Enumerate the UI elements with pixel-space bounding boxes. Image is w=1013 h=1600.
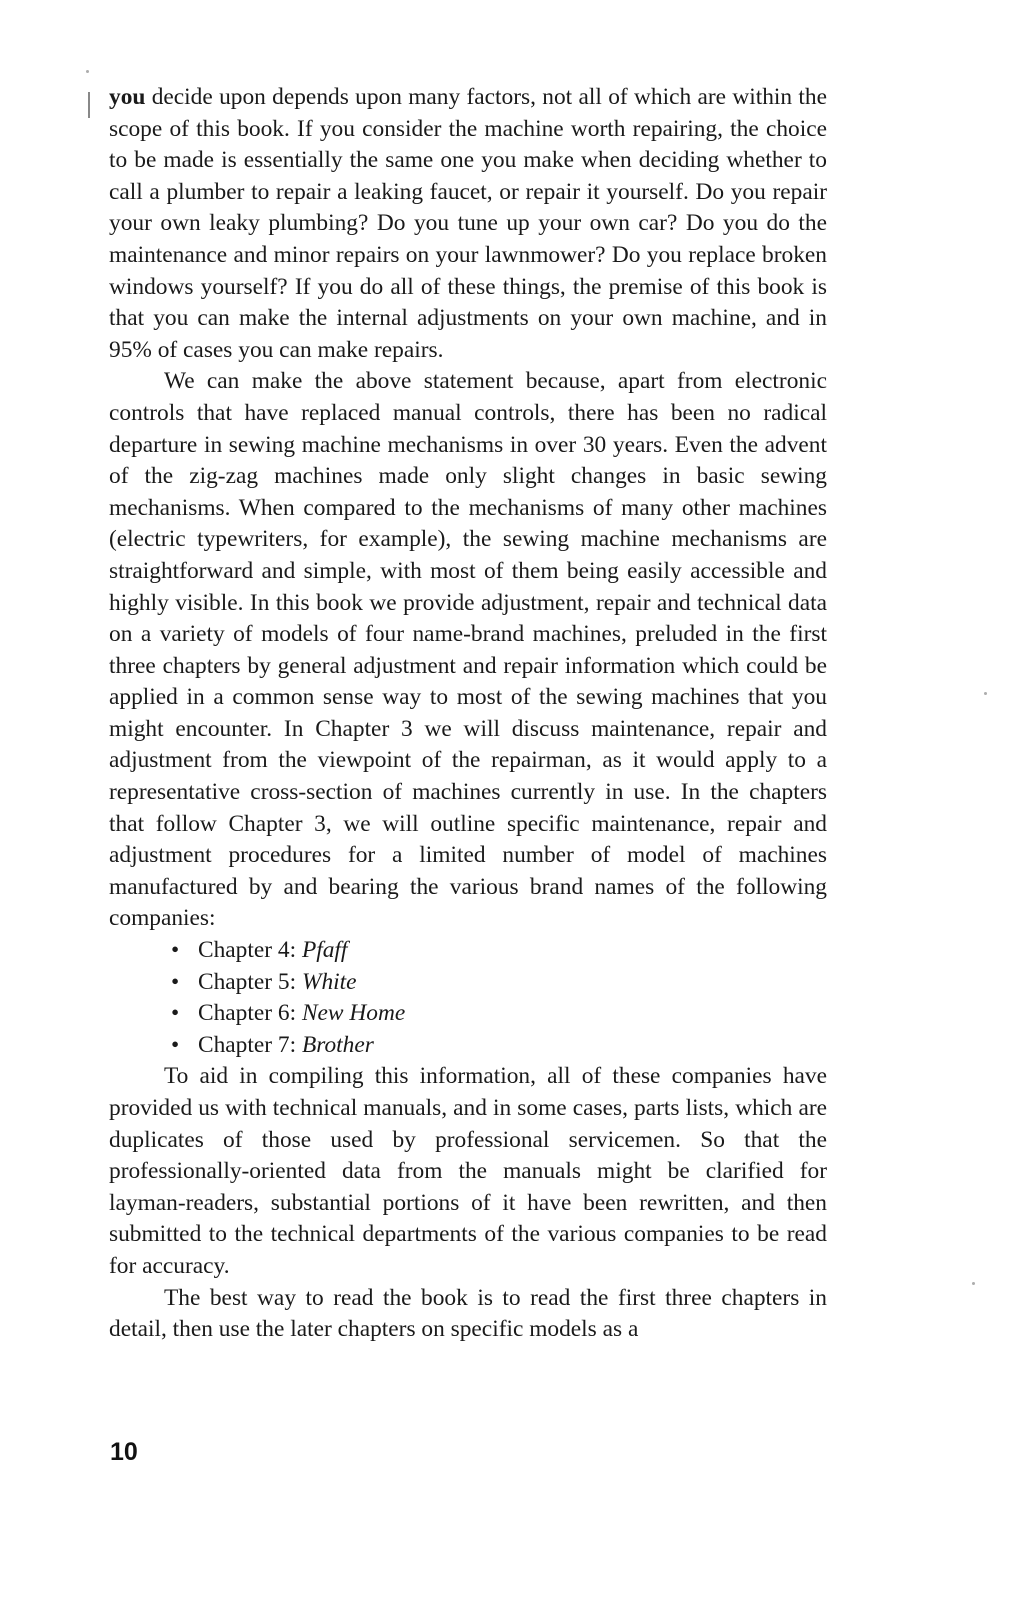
chapter-list-item: [171, 998, 827, 1030]
body-text: [109, 82, 827, 1346]
chapter-label: Chapter 6:: [198, 1000, 297, 1027]
scan-speck: [86, 70, 89, 73]
paragraph-1: [109, 82, 827, 366]
paragraph-2: We can make the above statement because, apart from electronic controls that have replaced manual controls, there has been no radical departure in sewing machine mechanisms in over 30 years. Even the advent of the zig-zag machines made only slight changes in basic sewing mechanisms. When compared to the mechanisms of many other machines (electric typewriters, for example), the sewing machine mechanisms are straightforward and simple, with most of them being easily accessible and highly visible. In this book we provide adjustment, repair and technical data on a variety of models of four name-brand machines, preluded in the first three chapters by general adjustment and repair information which could be applied in a common sense way to most of the sewing machines that you might encounter. In Chapter 3 we will discuss maintenance, repair and adjustment from the viewpoint of the repairman, as it would apply to a representative cross-section of machines currently in use. In the chapters that follow Chapter 3, we will outline specific maintenance, repair and adjustment procedures for a limited number of model of machines manufactured by and bearing the various brand names of the following companies:: [109, 368, 827, 932]
chapter-list-item: [171, 1030, 827, 1062]
paragraph-3: To aid in compiling this information, all of these companies have provided us with technical manuals, and in some cases, parts lists, which are duplicates of those used by professional servicemen. So that the professionally-oriented data from the manuals might be clarified for layman-readers, substantial portions of it have been rewritten, and then submitted to the technical departments of the various companies to be read for accuracy.: [109, 1063, 827, 1279]
bullet-glyph: •: [171, 937, 180, 964]
chapter-list-item: [171, 935, 827, 967]
brand-name: New Home: [301, 1000, 406, 1027]
paragraph-4: The best way to read the book is to read the first three chapters in detail, then use the later chapters on specific models as a: [109, 1284, 827, 1343]
chapter-label: Chapter 4:: [198, 937, 297, 964]
chapter-label: Chapter 5:: [198, 968, 297, 995]
margin-mark: [88, 92, 90, 118]
brand-name: White: [301, 968, 357, 995]
scan-speck: [984, 692, 987, 695]
bullet-glyph: •: [171, 1031, 180, 1058]
bullet-glyph: •: [171, 1000, 180, 1027]
chapter-label: Chapter 7:: [198, 1031, 297, 1058]
page-number: 10: [110, 1438, 138, 1466]
bullet-glyph: •: [171, 968, 180, 995]
brand-name: Pfaff: [301, 937, 348, 964]
scan-speck: [972, 1282, 975, 1285]
brand-name: Brother: [301, 1031, 374, 1058]
chapter-list: [109, 935, 827, 1061]
chapter-list-item: [171, 967, 827, 999]
paragraph-lead-word: you: [109, 84, 146, 110]
paragraph-text: decide upon depends upon many factors, not all of which are within the scope of this book. If you consider the machine worth repairing, the choice to be made is essentially the same one you make when deciding whether to call a plumber to repair a leaking faucet, or repair it yourself. Do you repair your own leaky plumbing? Do you tune up your own car? Do you do the maintenance and minor repairs on your lawnmower? Do you replace broken windows yourself? If you do all of these things, the premise of this book is that you can make the internal adjustments on your own machine, and in 95% of cases you can make repairs.: [109, 84, 827, 363]
